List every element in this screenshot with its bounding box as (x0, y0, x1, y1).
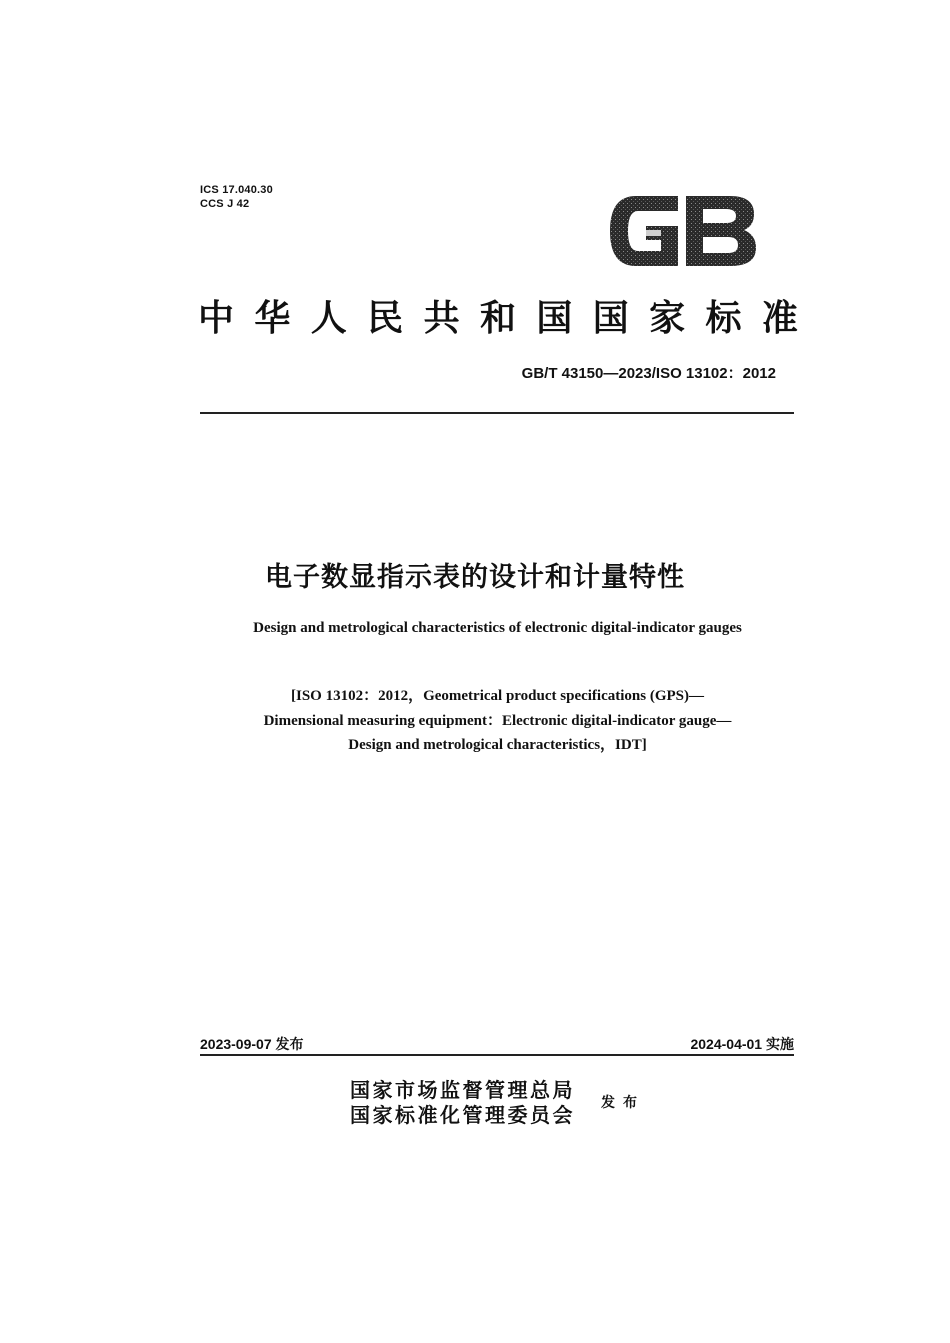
document-title-cn: 电子数显指示表的设计和计量特性 (265, 562, 685, 593)
publish-label: 发布 (601, 1095, 645, 1111)
ics-code: ICS 17.040.30 (200, 184, 273, 196)
title-char: 华 (254, 297, 291, 339)
title-char: 民 (367, 297, 404, 339)
reference-line: Dimensional measuring equipment：Electronic digital-indicator gauge— (263, 712, 732, 729)
title-char: 人 (310, 297, 347, 339)
title-char: 和 (479, 297, 516, 339)
title-char: 国 (592, 297, 629, 339)
issue-date: 2023-09-07 发布 (200, 1036, 304, 1052)
standard-number: GB/T 43150—2023/ISO 13102：2012 (521, 365, 776, 382)
top-divider (200, 412, 794, 414)
issuer-name: 国家市场监督管理总局 (350, 1078, 575, 1102)
document-title-en: Design and metrological characteristics of electronic digital-indicator gauges (253, 620, 742, 636)
title-char: 国 (536, 297, 573, 339)
title-char: 中 (198, 297, 235, 339)
reference-line: [ISO 13102：2012，Geometrical product specifications (GPS)— (290, 688, 705, 704)
issuer-name: 国家标准化管理委员会 (350, 1103, 575, 1127)
ccs-code: CCS J 42 (200, 198, 250, 210)
title-char: 标 (705, 297, 742, 339)
reference-line: Design and metrological characteristics，IDT] (348, 737, 647, 753)
implementation-date: 2024-04-01 实施 (690, 1036, 794, 1052)
classification-codes (200, 183, 273, 211)
issuing-authorities (350, 1078, 575, 1128)
national-standard-title (198, 290, 798, 340)
iso-reference (0, 684, 950, 758)
gb-logo (606, 190, 758, 272)
title-char: 准 (761, 297, 798, 339)
bottom-divider (200, 1054, 794, 1056)
title-char: 共 (423, 297, 460, 339)
title-char: 家 (649, 297, 686, 339)
